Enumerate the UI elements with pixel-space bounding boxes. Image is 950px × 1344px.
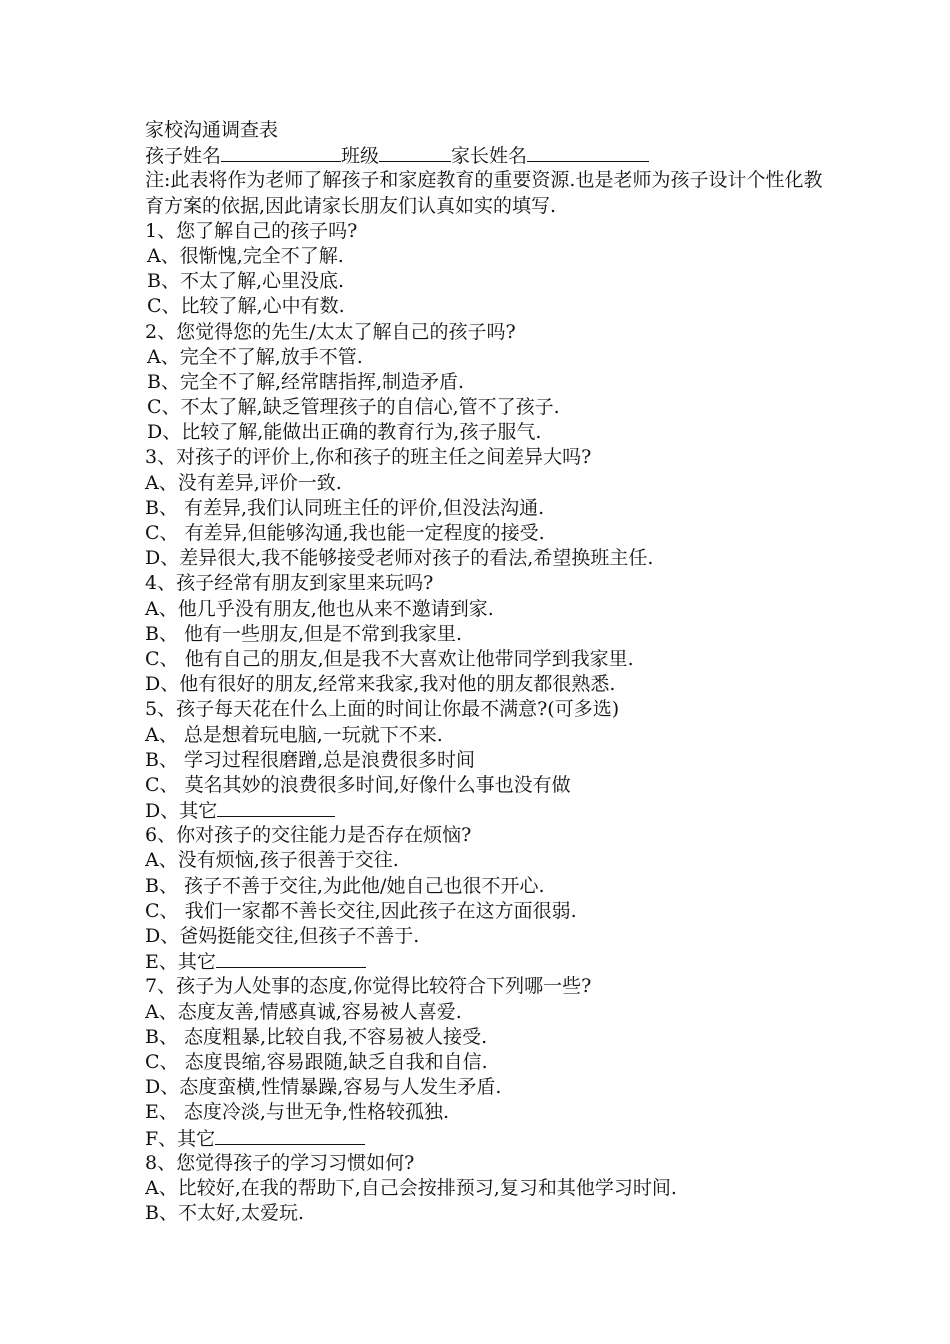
question-3: 3、对孩子的评价上,你和孩子的班主任之间差异大吗?: [145, 446, 592, 469]
q1-option-a[interactable]: A、很惭愧,完全不了解.: [147, 244, 344, 267]
q7-other-blank[interactable]: [215, 1126, 365, 1145]
q3-option-d[interactable]: D、差异很大,我不能够接受老师对孩子的看法,希望换班主任.: [145, 547, 654, 570]
q5-option-other[interactable]: [145, 798, 825, 823]
question-2: 2、您觉得您的先生/太太了解自己的孩子吗?: [145, 320, 516, 343]
q7-option-e[interactable]: E、 态度冷淡,与世无争,性格较孤独.: [145, 1101, 450, 1124]
q7-option-a[interactable]: A、态度友善,情感真诚,容易被人喜爱.: [145, 1000, 462, 1023]
question-8: 8、您觉得孩子的学习习惯如何?: [145, 1151, 415, 1174]
q4-option-c[interactable]: C、 他有自己的朋友,但是我不大喜欢让他带同学到我家里.: [145, 647, 634, 670]
survey-document: [145, 118, 825, 1226]
question-6: 6、你对孩子的交往能力是否存在烦恼?: [145, 824, 472, 847]
q5-option-b[interactable]: B、 学习过程很磨蹭,总是浪费很多时间: [145, 748, 476, 771]
q2-option-a[interactable]: A、完全不了解,放手不管.: [147, 345, 363, 368]
q7-option-d[interactable]: D、态度蛮横,性情暴躁,容易与人发生矛盾.: [145, 1076, 502, 1099]
q3-option-b[interactable]: B、 有差异,我们认同班主任的评价,但没法沟通.: [145, 496, 545, 519]
q5-option-a[interactable]: A、 总是想着玩电脑,一玩就下不来.: [145, 723, 443, 746]
child-name-label: 孩子姓名: [145, 145, 222, 168]
q6-option-other[interactable]: [145, 949, 825, 974]
q1-option-b[interactable]: B、不太了解,心里没底.: [147, 270, 345, 293]
q2-option-c[interactable]: C、不太了解,缺乏管理孩子的自信心,管不了孩子.: [147, 396, 560, 419]
question-4: 4、孩子经常有朋友到家里来玩吗?: [145, 572, 434, 595]
q7-option-b[interactable]: B、 态度粗暴,比较自我,不容易被人接受.: [145, 1025, 488, 1048]
header-fields: [145, 143, 825, 168]
q6-other-blank[interactable]: [216, 949, 366, 968]
q2-option-b[interactable]: B、完全不了解,经常瞎指挥,制造矛盾.: [147, 370, 465, 393]
child-name-blank[interactable]: [221, 143, 341, 162]
q6-option-b[interactable]: B、 孩子不善于交往,为此他/她自己也很不开心.: [145, 874, 545, 897]
q1-option-c[interactable]: C、比较了解,心中有数.: [147, 295, 345, 318]
document-title: 家校沟通调查表: [145, 119, 279, 141]
q4-option-b[interactable]: B、 他有一些朋友,但是不常到我家里.: [145, 622, 463, 645]
q6-option-c[interactable]: C、 我们一家都不善长交往,因此孩子在这方面很弱.: [145, 899, 577, 922]
instruction-note: 注:此表将作为老师了解孩子和家庭教育的重要资源.也是老师为孩子设计个性化教育方案的依据,因此请家长朋友们认真如实的填写.: [145, 169, 823, 217]
q4-option-d[interactable]: D、他有很好的朋友,经常来我家,我对他的朋友都很熟悉.: [145, 673, 616, 696]
q3-option-c[interactable]: C、 有差异,但能够沟通,我也能一定程度的接受.: [145, 522, 545, 545]
q7-other-label: F、其它: [145, 1127, 216, 1150]
parent-name-label: 家长姓名: [451, 145, 528, 168]
q5-other-label: D、其它: [145, 800, 218, 823]
q8-option-b[interactable]: B、不太好,太爱玩.: [145, 1202, 305, 1225]
q4-option-a[interactable]: A、他几乎没有朋友,他也从来不邀请到家.: [145, 597, 494, 620]
q7-option-other[interactable]: [145, 1126, 825, 1151]
parent-name-blank[interactable]: [527, 143, 649, 162]
q6-other-label: E、其它: [145, 951, 216, 974]
q7-option-c[interactable]: C、 态度畏缩,容易跟随,缺乏自我和自信.: [145, 1050, 488, 1073]
q6-option-d[interactable]: D、爸妈挺能交往,但孩子不善于.: [145, 925, 420, 948]
q2-option-d[interactable]: D、比较了解,能做出正确的教育行为,孩子服气.: [147, 421, 542, 444]
question-7: 7、孩子为人处事的态度,你觉得比较符合下列哪一些?: [145, 975, 592, 998]
q5-other-blank[interactable]: [217, 798, 335, 817]
class-blank[interactable]: [379, 143, 451, 162]
q6-option-a[interactable]: A、没有烦恼,孩子很善于交往.: [145, 849, 399, 872]
class-label: 班级: [341, 145, 380, 168]
question-1: 1、您了解自己的孩子吗?: [145, 219, 358, 242]
q8-option-a[interactable]: A、比较好,在我的帮助下,自己会按排预习,复习和其他学习时间.: [145, 1176, 677, 1199]
q3-option-a[interactable]: A、没有差异,评价一致.: [145, 471, 342, 494]
question-5: 5、孩子每天花在什么上面的时间让你最不满意?(可多选): [145, 698, 620, 721]
q5-option-c[interactable]: C、 莫名其妙的浪费很多时间,好像什么事也没有做: [145, 773, 571, 796]
